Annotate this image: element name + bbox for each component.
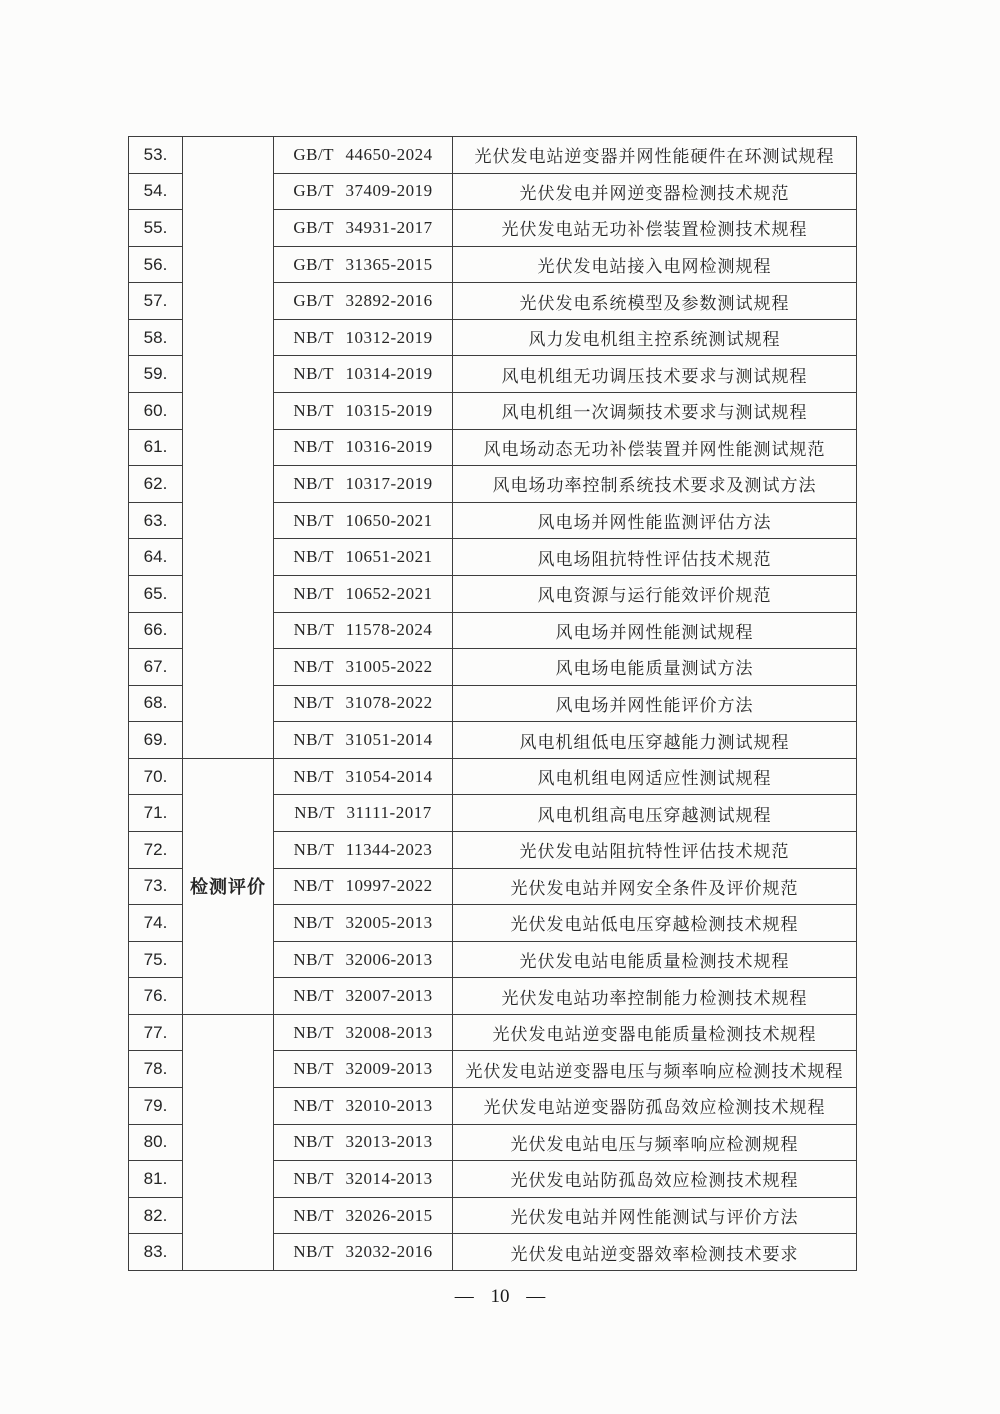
standard-title-cell: 光伏发电站并网安全条件及评价规范 bbox=[453, 868, 857, 905]
standard-code-cell: NB/T 10312-2019 bbox=[274, 319, 453, 356]
standard-title-cell: 风电场电能质量测试方法 bbox=[453, 649, 857, 686]
category-cell bbox=[183, 137, 274, 759]
standard-title-cell: 光伏发电站阻抗特性评估技术规范 bbox=[453, 831, 857, 868]
standard-title-cell: 风力发电机组主控系统测试规程 bbox=[453, 319, 857, 356]
standard-code-cell: NB/T 32013-2013 bbox=[274, 1124, 453, 1161]
row-number-cell: 68. bbox=[129, 685, 183, 722]
standard-code-cell: NB/T 10316-2019 bbox=[274, 429, 453, 466]
row-number-cell: 70. bbox=[129, 758, 183, 795]
standard-title-cell: 光伏发电站接入电网检测规程 bbox=[453, 246, 857, 283]
row-number-cell: 71. bbox=[129, 795, 183, 832]
standard-code-cell: NB/T 10314-2019 bbox=[274, 356, 453, 393]
standard-title-cell: 光伏发电站低电压穿越检测技术规程 bbox=[453, 905, 857, 942]
standard-code-cell: NB/T 32032-2016 bbox=[274, 1234, 453, 1271]
standard-code-cell: NB/T 10651-2021 bbox=[274, 539, 453, 576]
standard-code-cell: NB/T 32005-2013 bbox=[274, 905, 453, 942]
row-number-cell: 82. bbox=[129, 1197, 183, 1234]
standard-code-cell: NB/T 10997-2022 bbox=[274, 868, 453, 905]
standard-title-cell: 光伏发电站并网性能测试与评价方法 bbox=[453, 1197, 857, 1234]
standard-title-cell: 光伏发电站逆变器电能质量检测技术规程 bbox=[453, 1014, 857, 1051]
standard-title-cell: 风电场动态无功补偿装置并网性能测试规范 bbox=[453, 429, 857, 466]
row-number-cell: 59. bbox=[129, 356, 183, 393]
standard-title-cell: 风电机组低电压穿越能力测试规程 bbox=[453, 722, 857, 759]
standard-code-cell: NB/T 31051-2014 bbox=[274, 722, 453, 759]
standard-code-cell: NB/T 32008-2013 bbox=[274, 1014, 453, 1051]
row-number-cell: 78. bbox=[129, 1051, 183, 1088]
standard-title-cell: 光伏发电系统模型及参数测试规程 bbox=[453, 283, 857, 320]
standards-table bbox=[128, 136, 857, 1271]
standard-code-cell: NB/T 32006-2013 bbox=[274, 941, 453, 978]
standard-title-cell: 风电机组无功调压技术要求与测试规程 bbox=[453, 356, 857, 393]
row-number-cell: 66. bbox=[129, 612, 183, 649]
category-cell: 检测评价 bbox=[183, 758, 274, 1014]
standard-code-cell: NB/T 31005-2022 bbox=[274, 649, 453, 686]
standard-title-cell: 光伏发电站无功补偿装置检测技术规程 bbox=[453, 210, 857, 247]
standard-code-cell: NB/T 32014-2013 bbox=[274, 1161, 453, 1198]
row-number-cell: 75. bbox=[129, 941, 183, 978]
standard-code-cell: NB/T 31054-2014 bbox=[274, 758, 453, 795]
standard-code-cell: GB/T 32892-2016 bbox=[274, 283, 453, 320]
standard-title-cell: 风电场功率控制系统技术要求及测试方法 bbox=[453, 466, 857, 503]
standard-title-cell: 光伏发电站逆变器效率检测技术要求 bbox=[453, 1234, 857, 1271]
row-number-cell: 53. bbox=[129, 137, 183, 174]
row-number-cell: 55. bbox=[129, 210, 183, 247]
row-number-cell: 83. bbox=[129, 1234, 183, 1271]
row-number-cell: 60. bbox=[129, 393, 183, 430]
standard-code-cell: NB/T 32007-2013 bbox=[274, 978, 453, 1015]
standard-title-cell: 光伏发电站防孤岛效应检测技术规程 bbox=[453, 1161, 857, 1198]
row-number-cell: 65. bbox=[129, 575, 183, 612]
standard-code-cell: NB/T 31111-2017 bbox=[274, 795, 453, 832]
standard-title-cell: 风电场并网性能监测评估方法 bbox=[453, 502, 857, 539]
page-number bbox=[0, 1286, 1000, 1308]
standard-code-cell: NB/T 32009-2013 bbox=[274, 1051, 453, 1088]
standard-title-cell: 风电场并网性能评价方法 bbox=[453, 685, 857, 722]
row-number-cell: 62. bbox=[129, 466, 183, 503]
row-number-cell: 67. bbox=[129, 649, 183, 686]
standard-title-cell: 光伏发电站逆变器并网性能硬件在环测试规程 bbox=[453, 137, 857, 174]
standard-title-cell: 风电场并网性能测试规程 bbox=[453, 612, 857, 649]
standard-code-cell: NB/T 11578-2024 bbox=[274, 612, 453, 649]
standard-title-cell: 风电资源与运行能效评价规范 bbox=[453, 575, 857, 612]
row-number-cell: 73. bbox=[129, 868, 183, 905]
standard-code-cell: GB/T 37409-2019 bbox=[274, 173, 453, 210]
row-number-cell: 80. bbox=[129, 1124, 183, 1161]
standard-title-cell: 光伏发电站逆变器电压与频率响应检测技术规程 bbox=[453, 1051, 857, 1088]
standard-code-cell: GB/T 31365-2015 bbox=[274, 246, 453, 283]
row-number-cell: 61. bbox=[129, 429, 183, 466]
standard-title-cell: 光伏发电站逆变器防孤岛效应检测技术规程 bbox=[453, 1088, 857, 1125]
table-row bbox=[129, 137, 857, 174]
standards-table-body bbox=[129, 137, 857, 1271]
standard-code-cell: NB/T 11344-2023 bbox=[274, 831, 453, 868]
standard-code-cell: NB/T 10650-2021 bbox=[274, 502, 453, 539]
row-number-cell: 77. bbox=[129, 1014, 183, 1051]
standard-title-cell: 风电机组电网适应性测试规程 bbox=[453, 758, 857, 795]
row-number-cell: 76. bbox=[129, 978, 183, 1015]
row-number-cell: 69. bbox=[129, 722, 183, 759]
standard-code-cell: NB/T 32010-2013 bbox=[274, 1088, 453, 1125]
standard-code-cell: NB/T 10315-2019 bbox=[274, 393, 453, 430]
row-number-cell: 64. bbox=[129, 539, 183, 576]
row-number-cell: 58. bbox=[129, 319, 183, 356]
row-number-cell: 63. bbox=[129, 502, 183, 539]
row-number-cell: 72. bbox=[129, 831, 183, 868]
row-number-cell: 54. bbox=[129, 173, 183, 210]
row-number-cell: 56. bbox=[129, 246, 183, 283]
standard-code-cell: NB/T 10652-2021 bbox=[274, 575, 453, 612]
standard-code-cell: NB/T 32026-2015 bbox=[274, 1197, 453, 1234]
row-number-cell: 74. bbox=[129, 905, 183, 942]
standard-code-cell: GB/T 34931-2017 bbox=[274, 210, 453, 247]
standard-title-cell: 风电场阻抗特性评估技术规范 bbox=[453, 539, 857, 576]
standard-title-cell: 风电机组高电压穿越测试规程 bbox=[453, 795, 857, 832]
row-number-cell: 79. bbox=[129, 1088, 183, 1125]
category-cell bbox=[183, 1014, 274, 1270]
standard-title-cell: 光伏发电站电能质量检测技术规程 bbox=[453, 941, 857, 978]
row-number-cell: 81. bbox=[129, 1161, 183, 1198]
standard-code-cell: GB/T 44650-2024 bbox=[274, 137, 453, 174]
table-row bbox=[129, 1014, 857, 1051]
standard-code-cell: NB/T 31078-2022 bbox=[274, 685, 453, 722]
standard-title-cell: 光伏发电站功率控制能力检测技术规程 bbox=[453, 978, 857, 1015]
standard-code-cell: NB/T 10317-2019 bbox=[274, 466, 453, 503]
page-number-text: — 10 — bbox=[454, 1286, 546, 1307]
table-row bbox=[129, 758, 857, 795]
row-number-cell: 57. bbox=[129, 283, 183, 320]
standard-title-cell: 风电机组一次调频技术要求与测试规程 bbox=[453, 393, 857, 430]
standard-title-cell: 光伏发电并网逆变器检测技术规范 bbox=[453, 173, 857, 210]
standard-title-cell: 光伏发电站电压与频率响应检测规程 bbox=[453, 1124, 857, 1161]
